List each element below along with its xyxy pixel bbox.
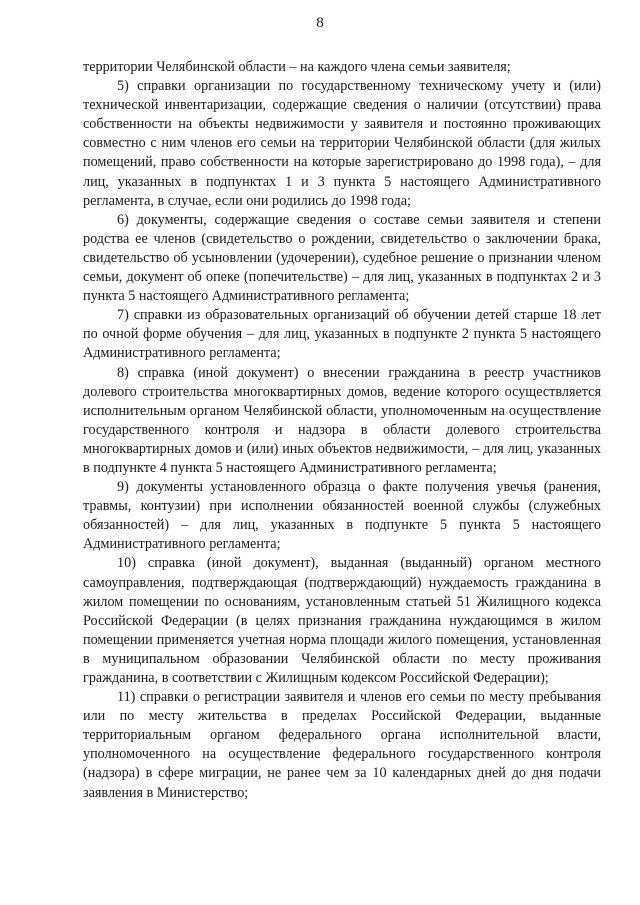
page-number: 8 [316, 15, 324, 31]
paragraph-item-7: 7) справки из образовательных организаций об обучении детей старше 18 лет по очной форме обучения – для лиц, указанных в подпункте 2 пункта 5 настоящего Административного регламента; [83, 307, 601, 362]
paragraph-item-9: 9) документы установленного образца о факте получения увечья (ранения, травмы, контузии) при исполнении обязанностей военной службы (служебных обязанностей) – для лиц, указанных в подпункте 5 пункта 5 настоящего Административного регламента; [83, 479, 601, 553]
paragraph-item-8: 8) справка (иной документ) о внесении гражданина в реестр участников долевого строительства многоквартирных домов, ведение которого осуществляется исполнительным органом Челябинской области, уполномоченным на осуществление государственного контроля и надзора в области долевого строительства многоквартирных домов и (или) иных объектов недвижимости, – для лиц, указанных в подпункте 4 пункта 5 настоящего Административного регламента; [83, 364, 601, 476]
paragraph-item-10: 10) справка (иной документ), выданная (выданный) органом местного самоуправления, подтверждающая (подтверждающий) нуждаемость гражданина в жилом помещении по основаниям, установленным статьей 51 Жилищного кодекса Российской Федерации (в целях признания гражданина нуждающимся в жилом помещении применяется учетная норма площади жилого помещения, установленная в муниципальном образовании Челябинской области по месту проживания гражданина, в соответствии с Жилищным кодексом Российской Федерации); [83, 555, 601, 686]
paragraph-item-11: 11) справки о регистрации заявителя и членов его семьи по месту пребывания или по месту жительства в пределах Российской Федерации, выданные территориальным органом федерального органа исполнительной власти, уполномоченного на осуществление федерального государственного контроля (надзора) в сфере миграции, не ранее чем за 10 календарных дней до дня подачи заявления в Министерство; [83, 689, 601, 801]
paragraph-item-6: 6) документы, содержащие сведения о составе семьи заявителя и степени родства ее членов (свидетельство о рождении, свидетельство о заключении брака, свидетельство об усыновлении (удочерении), судебное решение о признании членом семьи, документ об опеке (попечительстве) – для лиц, указанных в подпунктах 2 и 3 пункта 5 настоящего Административного регламента; [83, 211, 601, 305]
document-body [83, 58, 601, 803]
paragraph-continuation: территории Челябинской области – на каждого члена семьи заявителя; [83, 59, 511, 75]
paragraph-item-5: 5) справки организации по государственному техническому учету и (или) технической инвентаризации, содержащие сведения о наличии (отсутствии) права собственности на объекты недвижимости у заявителя и постоянно проживающих совместно с ним членов его семьи на территории Челябинской области (для жилых помещений, право собственности на которые зарегистрировано до 1998 года), – для лиц, указанных в подпунктах 1 и 3 пункта 5 настоящего Административного регламента, в случае, если они родились до 1998 года; [83, 78, 601, 209]
